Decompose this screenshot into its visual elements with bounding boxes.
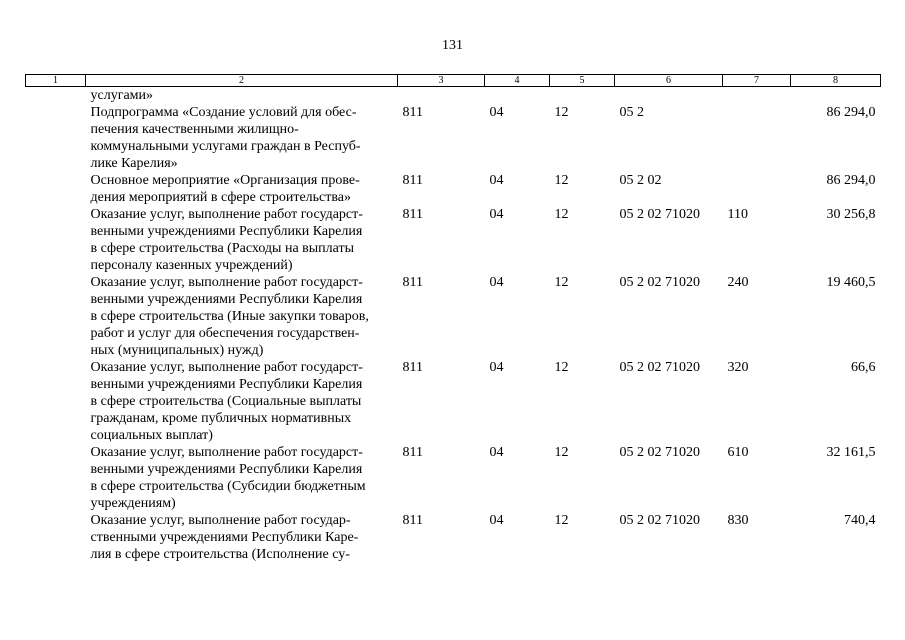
subsection-code: 12 [554, 105, 569, 120]
table-row [26, 104, 881, 172]
subsection-code: 12 [554, 360, 569, 375]
section-code: 04 [489, 105, 504, 120]
table-row [26, 274, 881, 359]
ministry-code: 811 [402, 513, 423, 528]
target-article-code: 05 2 02 71020 [619, 445, 700, 460]
amount [791, 87, 881, 105]
target-article-code: 05 2 02 71020 [619, 513, 700, 528]
table-row [26, 87, 881, 105]
ministry-code [398, 87, 485, 105]
table-cell [26, 206, 86, 274]
amount: 30 256,8 [826, 207, 876, 222]
table-cell [26, 172, 86, 206]
column-header: 1 [26, 75, 86, 87]
target-article-code: 05 2 02 71020 [619, 275, 700, 290]
ministry-code: 811 [402, 105, 423, 120]
page-number: 131 [442, 38, 463, 53]
item-description: Подпрограмма «Создание условий для обес- печения качественными жилищно- коммунальными услугами граждан в Респуб- лике Карелия» [90, 105, 361, 171]
expense-type-code: 110 [727, 207, 748, 222]
expense-type-code [723, 87, 791, 105]
section-code [485, 87, 550, 105]
expense-type-code [723, 104, 791, 172]
ministry-code: 811 [402, 445, 423, 460]
item-description: Оказание услуг, выполнение работ государст- венными учреждениями Республики Карелия в сфере строительства (Субсидии бюджетным учреждениям) [90, 445, 366, 511]
item-description: Оказание услуг, выполнение работ государст- венными учреждениями Республики Карелия в сфере строительства (Иные закупки товаров, работ и услуг для обеспечения государствен- ных (муниципальных) нужд) [90, 275, 369, 358]
section-code: 04 [489, 513, 504, 528]
section-code: 04 [489, 173, 504, 188]
ministry-code: 811 [402, 360, 423, 375]
expense-type-code: 610 [727, 445, 749, 460]
amount: 19 460,5 [826, 275, 876, 290]
item-description: Оказание услуг, выполнение работ государ- ственными учреждениями Республики Каре- лия в сфере строительства (Исполнение су- [90, 513, 359, 562]
target-article-code: 05 2 02 [619, 173, 662, 188]
item-description: Оказание услуг, выполнение работ государст- венными учреждениями Республики Карелия в сфере строительства (Расходы на выплаты персоналу казенных учреждений) [90, 207, 363, 273]
target-article-code: 05 2 [619, 105, 644, 120]
amount: 740,4 [844, 513, 876, 528]
subsection-code [550, 87, 615, 105]
expense-type-code [723, 172, 791, 206]
column-header: 5 [550, 75, 615, 87]
item-description: Оказание услуг, выполнение работ государст- венными учреждениями Республики Карелия в сфере строительства (Социальные выплаты гражданам, кроме публичных нормативных социальных выплат) [90, 360, 363, 443]
section-code: 04 [489, 445, 504, 460]
column-header: 3 [398, 75, 485, 87]
column-header: 8 [791, 75, 881, 87]
ministry-code: 811 [402, 275, 423, 290]
table-cell [26, 444, 86, 512]
ministry-code: 811 [402, 173, 423, 188]
target-article-code: 05 2 02 71020 [619, 360, 700, 375]
budget-table [25, 74, 881, 563]
column-header: 6 [615, 75, 723, 87]
subsection-code: 12 [554, 173, 569, 188]
expense-type-code: 830 [727, 513, 749, 528]
expense-type-code: 320 [727, 360, 749, 375]
table-row [26, 172, 881, 206]
section-code: 04 [489, 360, 504, 375]
table-cell [26, 87, 86, 105]
column-header: 4 [485, 75, 550, 87]
amount: 86 294,0 [826, 105, 876, 120]
item-description: Основное мероприятие «Организация прове- дения мероприятий в сфере строительства» [90, 173, 360, 205]
ministry-code: 811 [402, 207, 423, 222]
table-row [26, 359, 881, 444]
item-description: услугами» [90, 88, 154, 103]
column-header: 7 [723, 75, 791, 87]
section-code: 04 [489, 207, 504, 222]
table-row [26, 512, 881, 563]
amount: 86 294,0 [826, 173, 876, 188]
expense-type-code: 240 [727, 275, 749, 290]
table-cell [26, 274, 86, 359]
target-article-code [615, 87, 723, 105]
header-row [26, 75, 881, 87]
subsection-code: 12 [554, 513, 569, 528]
table-row [26, 444, 881, 512]
section-code: 04 [489, 275, 504, 290]
table-cell [26, 512, 86, 563]
table-cell [26, 104, 86, 172]
subsection-code: 12 [554, 275, 569, 290]
column-header: 2 [86, 75, 398, 87]
amount: 32 161,5 [826, 445, 876, 460]
amount: 66,6 [851, 360, 876, 375]
table-row [26, 206, 881, 274]
table-cell [26, 359, 86, 444]
target-article-code: 05 2 02 71020 [619, 207, 700, 222]
subsection-code: 12 [554, 445, 569, 460]
subsection-code: 12 [554, 207, 569, 222]
